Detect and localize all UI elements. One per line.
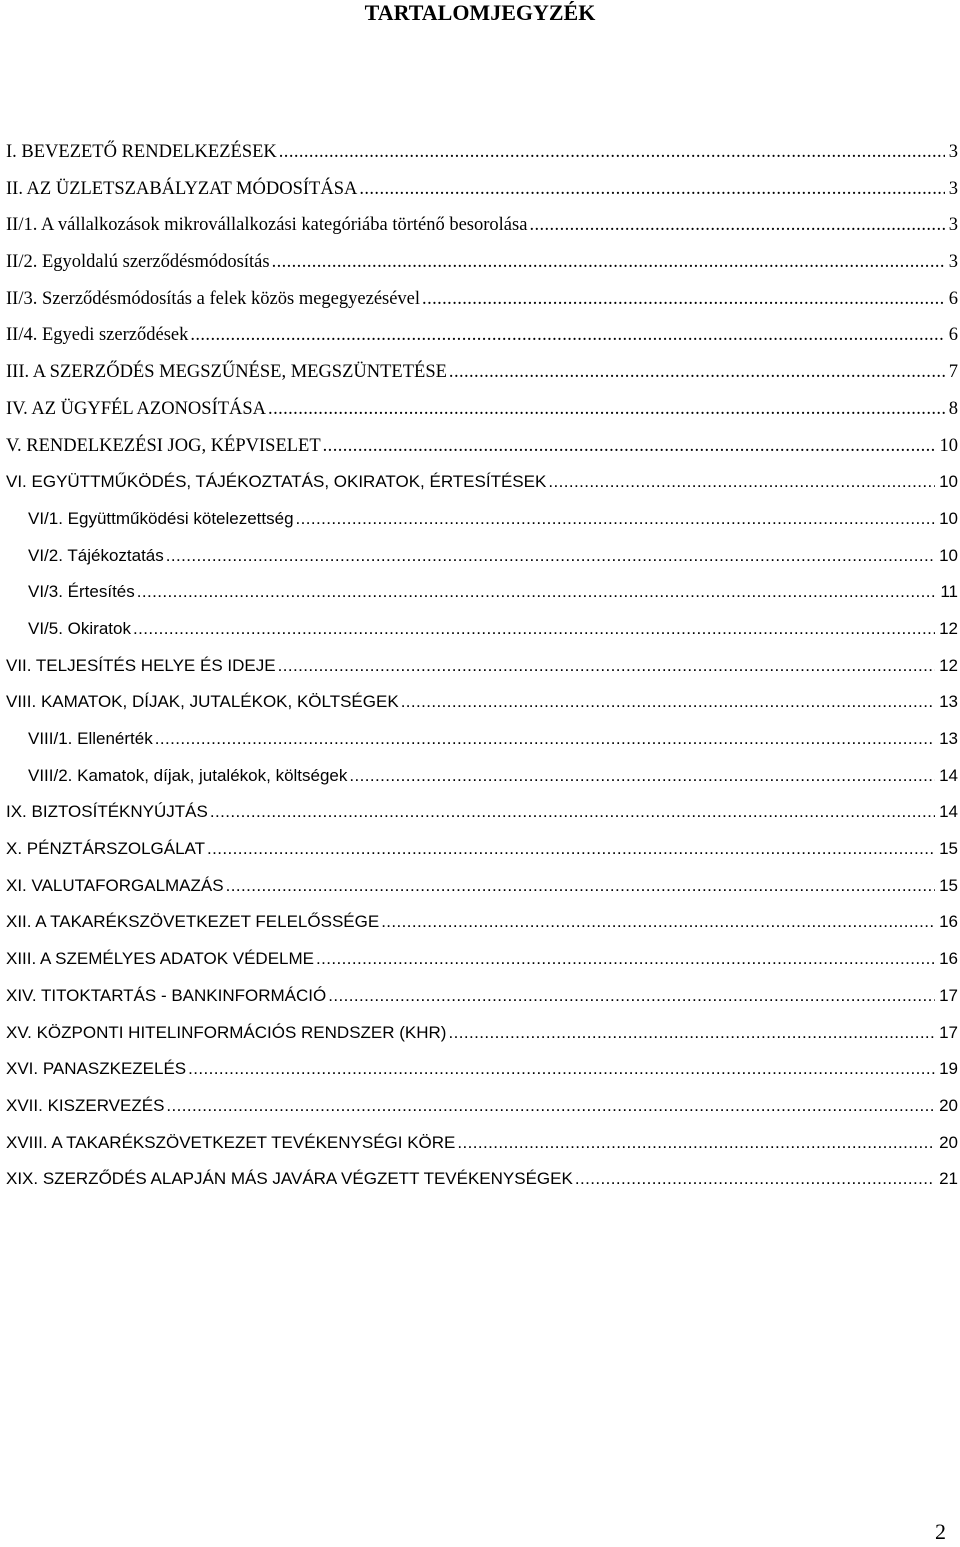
toc-entry[interactable] [6,839,960,876]
toc-entry-title: II/2. Egyoldalú szerződésmódosítás [6,252,270,273]
toc-entry-page: 3 [948,142,958,162]
document-title: TARTALOMJEGYZÉK [364,0,596,25]
toc-dot-leader [449,362,945,383]
toc-entry-page: 12 [939,618,958,638]
toc-entry-page: 21 [939,1169,958,1189]
toc-entry-page: 16 [939,949,958,969]
toc-dot-leader [190,325,944,346]
toc-entry[interactable] [6,582,960,619]
toc-entry-page: 8 [948,398,958,419]
toc-dot-leader [529,215,944,236]
toc-entry-title: II/1. A vállalkozások mikrovállalkozási kategóriába történő besorolása [6,215,528,236]
toc-entry[interactable] [6,546,960,583]
toc-dot-leader [575,1169,935,1189]
toc-entry-title: XII. A TAKARÉKSZÖVETKEZET FELELŐSSÉGE [6,912,380,932]
toc-entry[interactable] [6,362,960,399]
toc-dot-leader [401,692,935,712]
toc-entry-title: XIX. SZERZŐDÉS ALAPJÁN MÁS JAVÁRA VÉGZETT TEVÉKENYSÉGEK [6,1169,573,1189]
toc-entry-page: 6 [948,288,958,309]
toc-entry[interactable] [6,1096,960,1133]
toc-dot-leader [548,472,935,492]
toc-entry-page: 14 [939,802,958,822]
toc-entry-title: XIV. TITOKTARTÁS - BANKINFORMÁCIÓ [6,985,327,1005]
toc-entry-title: VI/1. Együttműködési kötelezettség [28,508,294,528]
toc-entry-page: 16 [939,912,958,932]
toc-dot-leader [457,1133,935,1153]
toc-entry-page: 10 [939,435,958,456]
toc-dot-leader [279,142,945,163]
toc-entry-page: 20 [939,1132,958,1152]
toc-entry[interactable] [6,1023,960,1060]
toc-entry-title: VIII/2. Kamatok, díjak, jutalékok, költségek [28,765,348,785]
toc-entry-title: VI/3. Értesítés [28,582,135,602]
toc-entry[interactable] [6,656,960,693]
toc-entry[interactable] [6,802,960,839]
toc-entry-page: 14 [939,765,958,785]
toc-dot-leader [210,802,935,822]
toc-dot-leader [359,179,944,200]
toc-entry-title: III. A SZERZŐDÉS MEGSZŰNÉSE, MEGSZÜNTETÉSE [6,362,447,383]
toc-dot-leader [133,619,935,639]
toc-dot-leader [278,656,936,676]
page-number: 2 [935,1519,946,1544]
toc-entry[interactable] [6,215,960,252]
toc-entry-title: VIII/1. Ellenérték [28,729,153,748]
toc-entry-page: 20 [939,1095,958,1115]
toc-entry[interactable] [6,289,960,326]
toc-entry-page: 3 [948,178,958,199]
toc-entry[interactable] [6,1133,960,1170]
toc-dot-leader [328,986,935,1006]
toc-entry[interactable] [6,729,960,766]
toc-entry-title: VII. TELJESÍTÉS HELYE ÉS IDEJE [6,655,276,675]
toc-entry[interactable] [6,252,960,289]
toc-entry-page: 10 [939,508,958,528]
toc-entry[interactable] [6,876,960,913]
toc-entry-page: 6 [948,325,958,346]
toc-dot-leader [166,546,935,566]
toc-entry-title: XVII. KISZERVEZÉS [6,1095,165,1115]
toc-entry[interactable] [6,399,960,436]
toc-entry[interactable] [6,619,960,656]
toc-dot-leader [381,912,935,932]
toc-entry-title: VI/2. Tájékoztatás [28,545,164,565]
toc-dot-leader [207,839,935,859]
toc-entry[interactable] [6,179,960,216]
toc-entry-page: 19 [939,1059,958,1079]
toc-entry[interactable] [6,766,960,803]
toc-entry-title: XIII. A SZEMÉLYES ADATOK VÉDELME [6,949,315,969]
table-of-contents [6,142,960,1206]
toc-entry-title: V. RENDELKEZÉSI JOG, KÉPVISELET [6,435,321,456]
toc-entry-title: VIII. KAMATOK, DÍJAK, JUTALÉKOK, KÖLTSÉGEK [6,692,399,712]
toc-entry-page: 11 [940,582,958,602]
toc-entry[interactable] [6,472,960,509]
toc-entry-page: 17 [939,985,958,1005]
toc-entry-title: X. PÉNZTÁRSZOLGÁLAT [6,839,206,859]
toc-entry[interactable] [6,142,960,179]
toc-entry-page: 7 [948,362,958,383]
toc-entry[interactable] [6,436,960,473]
toc-entry-page: 3 [948,252,958,273]
toc-dot-leader [166,1096,935,1116]
toc-entry-page: 15 [939,875,958,895]
toc-entry[interactable] [6,1059,960,1096]
toc-entry[interactable] [6,509,960,546]
toc-dot-leader [316,949,935,969]
toc-entry-title: II/3. Szerződésmódosítás a felek közös megegyezésével [6,288,421,309]
toc-entry-page: 17 [939,1022,958,1042]
toc-dot-leader [268,399,945,420]
toc-entry-title: I. BEVEZETŐ RENDELKEZÉSEK [6,142,277,162]
toc-dot-leader [448,1023,935,1043]
toc-entry-title: XI. VALUTAFORGALMAZÁS [6,875,224,895]
toc-entry[interactable] [6,692,960,729]
toc-entry[interactable] [6,912,960,949]
toc-entry-page: 13 [939,692,958,712]
toc-dot-leader [137,582,937,602]
toc-entry-page: 12 [939,655,958,675]
toc-entry-title: II/4. Egyedi szerződések [6,325,189,346]
toc-dot-leader [349,766,935,786]
toc-dot-leader [323,436,936,457]
toc-entry-title: XVI. PANASZKEZELÉS [6,1059,187,1079]
toc-entry-title: XV. KÖZPONTI HITELINFORMÁCIÓS RENDSZER (KHR) [6,1022,447,1042]
toc-entry[interactable] [6,1169,960,1206]
toc-entry[interactable] [6,949,960,986]
toc-entry-title: XVIII. A TAKARÉKSZÖVETKEZET TEVÉKENYSÉGI KÖRE [6,1132,456,1152]
toc-entry-page: 10 [939,545,958,565]
toc-entry-title: II. AZ ÜZLETSZABÁLYZAT MÓDOSÍTÁSA [6,178,358,199]
toc-entry-title: VI/5. Okiratok [28,618,131,638]
toc-dot-leader [188,1059,935,1079]
toc-entry-page: 13 [939,729,958,748]
toc-entry-title: IX. BIZTOSÍTÉKNYÚJTÁS [6,802,208,822]
toc-entry-title: IV. AZ ÜGYFÉL AZONOSÍTÁSA [6,398,267,419]
toc-entry[interactable] [6,325,960,362]
toc-entry-page: 15 [939,839,958,859]
toc-dot-leader [296,509,936,529]
toc-dot-leader [155,729,935,749]
toc-dot-leader [272,252,945,273]
toc-entry-title: VI. EGYÜTTMŰKÖDÉS, TÁJÉKOZTATÁS, OKIRATOK, ÉRTESÍTÉSEK [6,472,547,492]
toc-dot-leader [226,876,935,896]
toc-entry-page: 3 [948,215,958,236]
toc-entry-page: 10 [939,472,958,492]
toc-entry[interactable] [6,986,960,1023]
toc-dot-leader [422,289,945,310]
